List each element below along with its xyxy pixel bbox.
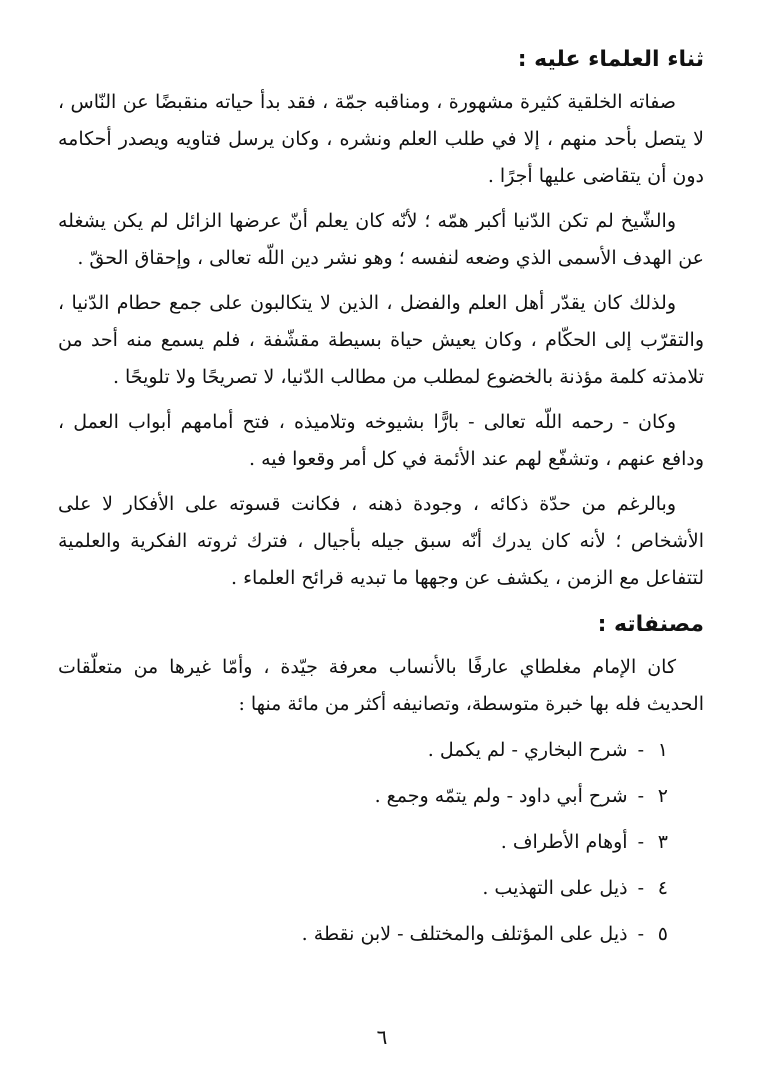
works-intro: كان الإمام مغلطاي عارفًا بالأنساب معرفة جيّدة ، وأمّا غيرها من متعلّقات الحديث فله بها خبرة متوسطة، وتصانيفه أكثر من مائة منها : <box>58 656 704 715</box>
section-heading-works: مصنفاته : <box>597 612 704 637</box>
list-item: ١-شرح البخاري - لم يكمل . <box>58 731 668 769</box>
list-item-number: ٢ <box>657 785 668 807</box>
list-item: ٤-ذيل على التهذيب . <box>58 869 668 907</box>
paragraph: صفاته الخلقية كثيرة مشهورة ، ومناقبه جمّة ، فقد بدأ حياته منقبضًا عن النّاس ، لا يتصل بأحد منهم ، إلا في طلب العلم ونشره ، وكان يرسل فتاويه ويصدر أحكامه دون أن يتقاضى عليها أجرًا . <box>58 91 704 187</box>
page-number: ٦ <box>376 1025 388 1049</box>
list-item-number: ٥ <box>657 923 668 945</box>
paragraph: ولذلك كان يقدّر أهل العلم والفضل ، الذين لا يتكالبون على جمع حطام الدّنيا ، والتقرّب إلى الحكّام ، وكان يعيش حياة بسيطة مقشّفة ، فلم يسمع منه أحد من تلامذته كلمة مؤذنة بالخضوع لمطلب من مطالب الدّنيا، لا تصريحًا ولا تلويحًا . <box>58 292 704 388</box>
paragraph: وكان - رحمه اللّه تعالى - بارًّا بشيوخه وتلاميذه ، فتح أمامهم أبواب العمل ، ودافع عنهم ، وتشفّع لهم عند الأئمة في كل أمر وقعوا فيه . <box>58 411 704 470</box>
list-item-text: شرح أبي داود - ولم يتمّه وجمع . <box>374 785 628 807</box>
works-list <box>58 731 704 953</box>
paragraph: والشّيخ لم تكن الدّنيا أكبر همّه ؛ لأنّه كان يعلم أنّ عرضها الزائل لم يكن يشغله عن الهدف الأسمى الذي وضعه لنفسه ؛ وهو نشر دين اللّه تعالى ، وإحقاق الحقّ . <box>58 210 704 269</box>
paragraph: وبالرغم من حدّة ذكائه ، وجودة ذهنه ، فكانت قسوته على الأفكار لا على الأشخاص ؛ لأنه كان يدرك أنّه سبق جيله بأجيال ، فترك ثروته الفكرية والعلمية لتتفاعل مع الزمن ، يكشف عن وجهها ما تبديه قرائح العلماء . <box>58 493 704 589</box>
section-heading-scholars-praise: ثناء العلماء عليه : <box>517 47 704 72</box>
list-item-number: ١ <box>657 739 668 761</box>
list-item-text: شرح البخاري - لم يكمل . <box>427 739 628 761</box>
list-item-text: أوهام الأطراف . <box>500 831 628 853</box>
list-item-number: ٣ <box>657 831 668 853</box>
list-item-text: ذيل على التهذيب . <box>482 877 628 899</box>
list-item-number: ٤ <box>657 877 668 899</box>
list-item: ٥-ذيل على المؤتلف والمختلف - لابن نقطة . <box>58 915 668 953</box>
document-page <box>58 40 704 961</box>
list-item: ٢-شرح أبي داود - ولم يتمّه وجمع . <box>58 777 668 815</box>
list-item: ٣-أوهام الأطراف . <box>58 823 668 861</box>
list-item-text: ذيل على المؤتلف والمختلف - لابن نقطة . <box>301 923 628 945</box>
